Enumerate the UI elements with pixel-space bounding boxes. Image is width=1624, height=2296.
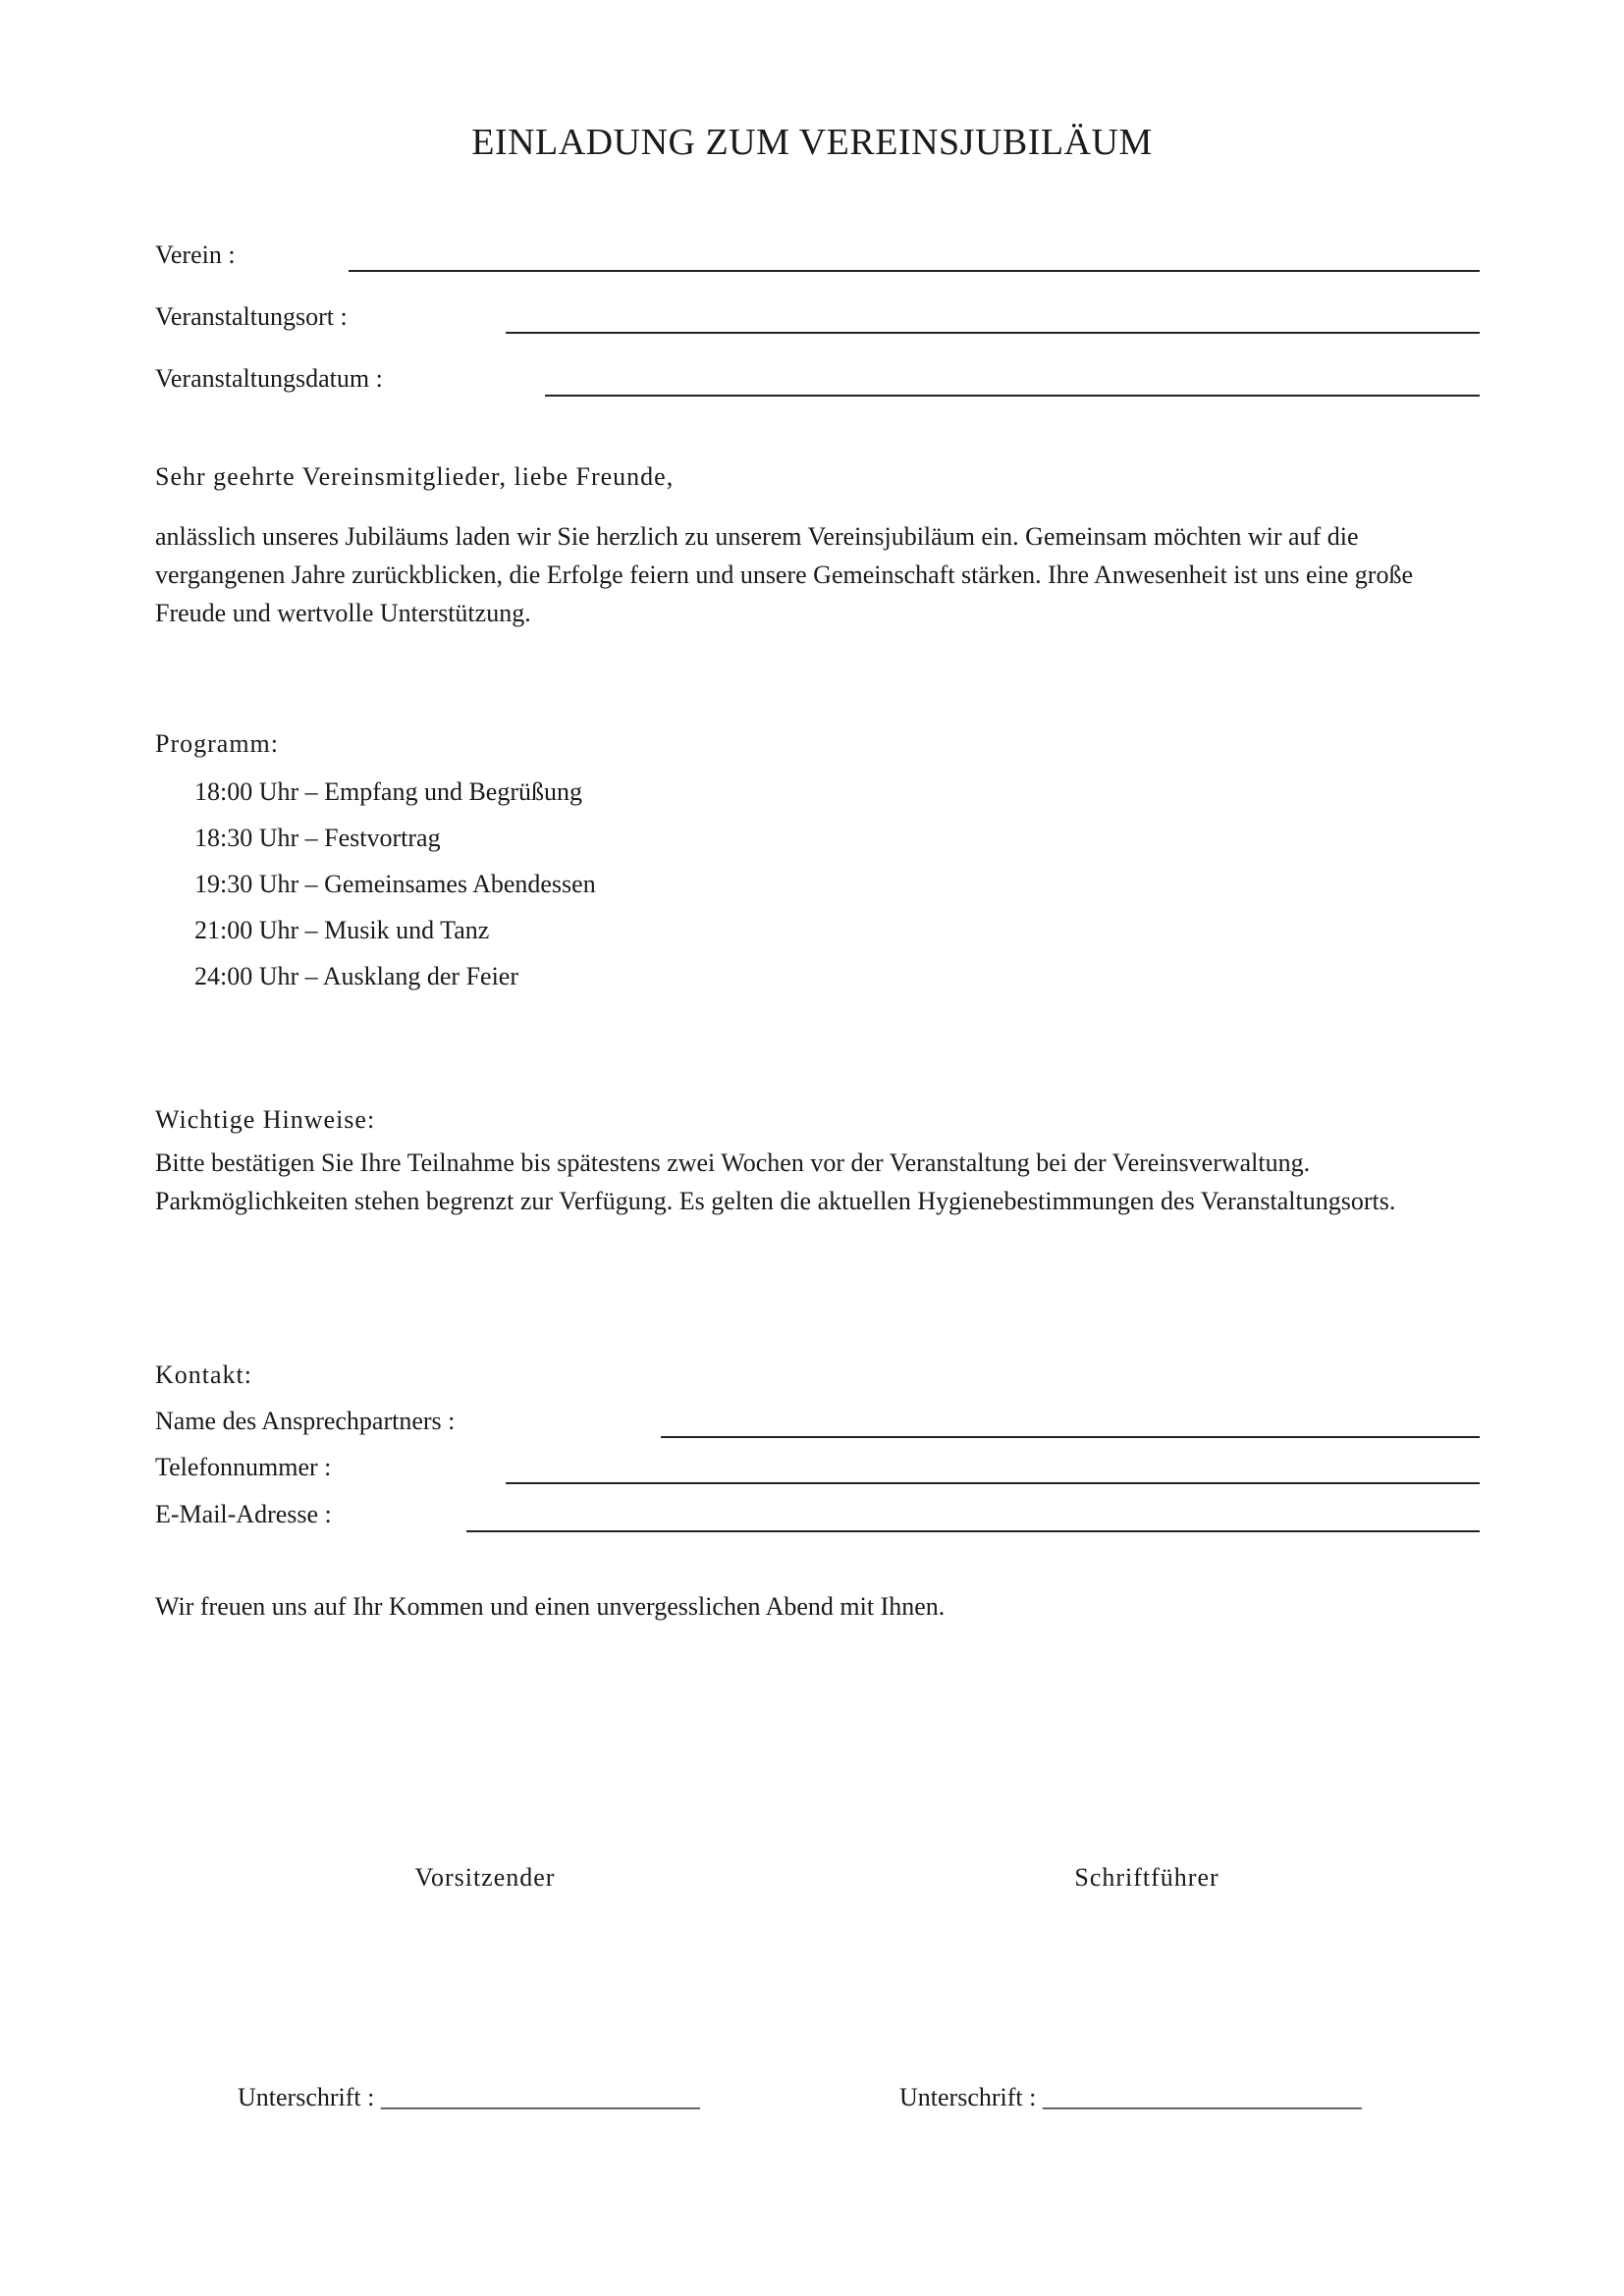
notes-heading: Wichtige Hinweise: xyxy=(155,1105,376,1134)
program-item: 18:00 Uhr – Empfang und Begrüßung xyxy=(194,777,583,806)
signature-line-secretary[interactable]: Unterschrift : _________________________ xyxy=(899,2083,1362,2111)
greeting: Sehr geehrte Vereinsmitglieder, liebe Freunde, xyxy=(155,462,675,491)
contact-line-email[interactable] xyxy=(466,1530,1480,1532)
contact-label-email: E-Mail-Adresse : xyxy=(155,1500,332,1528)
intro-paragraph: anlässlich unseres Jubiläums laden wir Sie herzlich zu unserem Vereinsjubiläum ein. Gemeinsam möchten wir auf die vergangenen Jahre zurückblicken, die Erfolge feiern und unsere Gemeinschaft stärken. Ihre Anwesenheit ist uns eine große Freude und wertvolle Unterstützung. xyxy=(155,522,1413,627)
program-item: 24:00 Uhr – Ausklang der Feier xyxy=(194,962,519,990)
field-label-veranstaltungsort: Veranstaltungsort : xyxy=(155,302,348,331)
signature-line-chair[interactable]: Unterschrift : _________________________ xyxy=(238,2083,700,2111)
field-line-veranstaltungsdatum[interactable] xyxy=(545,395,1480,397)
signature-role-secretary: Schriftführer xyxy=(1074,1863,1219,1892)
closing-text: Wir freuen uns auf Ihr Kommen und einen unvergesslichen Abend mit Ihnen. xyxy=(155,1592,946,1621)
signature-role-chair: Vorsitzender xyxy=(414,1863,556,1892)
contact-label-phone: Telefonnummer : xyxy=(155,1453,332,1481)
program-item: 19:30 Uhr – Gemeinsames Abendessen xyxy=(194,870,596,898)
contact-label-name: Name des Ansprechpartners : xyxy=(155,1407,456,1435)
contact-heading: Kontakt: xyxy=(155,1361,252,1389)
field-line-veranstaltungsort[interactable] xyxy=(506,332,1480,334)
document-title: EINLADUNG ZUM VEREINSJUBILÄUM xyxy=(471,122,1153,163)
program-heading: Programm: xyxy=(155,729,279,758)
notes-paragraph: Bitte bestätigen Sie Ihre Teilnahme bis spätestens zwei Wochen vor der Veranstaltung bei der Vereinsverwaltung. Parkmöglichkeiten stehen begrenzt zur Verfügung. Es gelten die aktuellen Hygienebestimmungen des Veranstaltungsorts. xyxy=(155,1148,1396,1215)
field-label-verein: Verein : xyxy=(155,240,236,269)
contact-line-name[interactable] xyxy=(661,1436,1480,1438)
contact-line-phone[interactable] xyxy=(506,1482,1480,1484)
field-line-verein[interactable] xyxy=(349,270,1480,272)
program-item: 21:00 Uhr – Musik und Tanz xyxy=(194,916,490,944)
program-item: 18:30 Uhr – Festvortrag xyxy=(194,824,441,852)
field-label-veranstaltungsdatum: Veranstaltungsdatum : xyxy=(155,364,383,393)
